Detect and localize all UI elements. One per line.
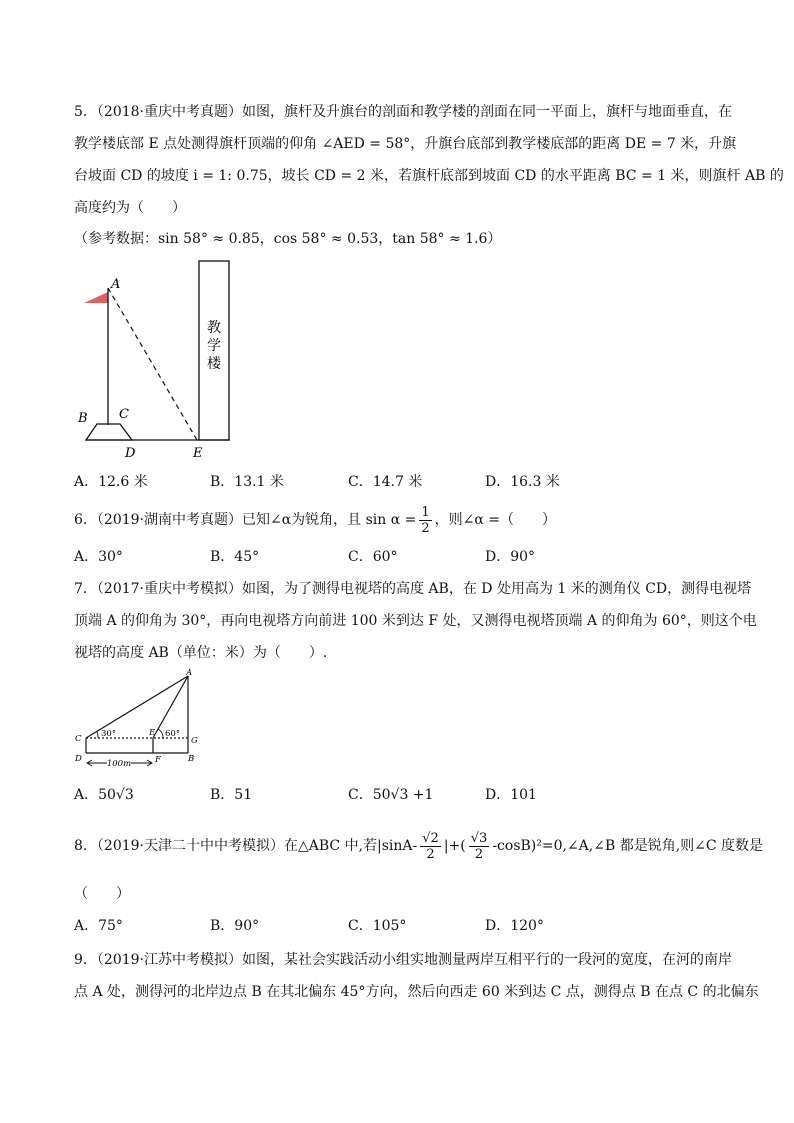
q8-mid: |+( [443, 838, 466, 854]
arc-60 [158, 729, 163, 738]
q6-option-d[interactable]: D．90° [485, 549, 536, 565]
building-char-3: 楼 [207, 356, 221, 372]
q6-option-c[interactable]: C．60° [348, 549, 398, 565]
angle-60: 60° [165, 729, 181, 739]
q5-line1: 5．（2018·重庆中考真题）如图，旗杆及升旗台的剖面和教学楼的剖面在同一平面上，旗杆与地面垂直，在 [74, 104, 732, 120]
q8-option-b[interactable]: B．90° [210, 918, 260, 934]
q8-fraction1 [420, 831, 441, 862]
q8-line1 [74, 828, 763, 864]
label-E: E [193, 446, 203, 461]
building-char-2: 学 [207, 338, 221, 354]
q8-numerator1: √2 [422, 830, 439, 846]
q8-fraction2 [469, 831, 490, 862]
q6-denominator: 2 [421, 520, 430, 536]
label-D: D [75, 754, 82, 764]
q8-denominator1: 2 [426, 846, 435, 862]
q7-line3: 视塔的高度 AB（单位：米）为（ ）. [74, 645, 328, 661]
q9-line1: 9．（2019·江苏中考模拟）如图，某社会实践活动小组实地测量两岸互相平行的一段河的宽度，在河的南岸 [74, 952, 732, 968]
q6-option-b[interactable]: B．45° [210, 549, 260, 565]
flag [84, 292, 108, 303]
q8-option-d[interactable]: D．120° [485, 918, 544, 934]
q5-option-c[interactable]: C．14.7 米 [348, 474, 423, 490]
q5-option-d[interactable]: D．16.3 米 [485, 474, 560, 490]
q5-figure [70, 255, 240, 465]
label-B: B [78, 411, 88, 426]
q5-line4: 高度约为（ ） [74, 200, 186, 216]
q5-line2: 教学楼底部 E 点处测得旗杆顶端的仰角 ∠AED = 58°，升旗台底部到教学楼底部的距离 DE = 7 米，升旗 [74, 136, 737, 152]
q7-figure [70, 666, 210, 772]
label-A: A [186, 668, 193, 678]
q7-option-b[interactable]: B．51 [210, 787, 253, 803]
platform [86, 424, 132, 440]
label-A: A [111, 277, 121, 292]
q6-option-a[interactable]: A．30° [74, 549, 123, 565]
label-E: E [149, 728, 156, 738]
label-C: C [119, 407, 129, 422]
q7-option-c[interactable]: C．50√3 +1 [348, 787, 434, 803]
angle-30: 30° [101, 729, 117, 739]
q9-line2: 点 A 处，测得河的北岸边点 B 在其北偏东 45°方向，然后向西走 60 米到达 C 点，测得点 B 在点 C 的北偏东 [74, 984, 759, 1000]
q7-option-a[interactable]: A．50√3 [74, 787, 134, 803]
q7-option-d[interactable]: D．101 [485, 787, 537, 803]
label-B: B [188, 754, 195, 764]
q6-fraction [419, 505, 431, 536]
label-D: D [125, 446, 136, 461]
q5-line5: （参考数据：sin 58° ≈ 0.85，cos 58° ≈ 0.53，tan 58° ≈ 1.6） [74, 231, 502, 247]
q7-line1: 7．（2017·重庆中考模拟）如图，为了测得电视塔的高度 AB，在 D 处用高为 1 米的测角仪 CD，测得电视塔 [74, 581, 752, 597]
label-C: C [75, 734, 82, 744]
q5-option-b[interactable]: B．13.1 米 [210, 474, 284, 490]
q8-denominator2: 2 [474, 846, 484, 862]
q6-numerator: 1 [421, 504, 430, 520]
q6-suffix: ，则∠α =（ ） [434, 512, 557, 528]
q7-line2: 顶端 A 的仰角为 30°，再向电视塔方向前进 100 米到达 F 处，又测得电视塔顶端 A 的仰角为 60°，则这个电 [74, 613, 757, 629]
q8-prefix: 8．（2019·天津二十中中考模拟）在△ABC 中,若|sinA- [74, 838, 418, 854]
q8-suffix: -cosB)²=0,∠A,∠B 都是锐角,则∠C 度数是 [492, 838, 764, 854]
arc-30 [97, 732, 98, 738]
q8-option-a[interactable]: A．75° [74, 918, 123, 934]
q6-line [74, 502, 556, 538]
label-G: G [191, 736, 198, 746]
q8-numerator2: √3 [470, 830, 488, 846]
q6-prefix: 6．（2019·湖南中考真题）已知∠α为锐角，且 sin α = [74, 512, 417, 528]
label-F: F [155, 755, 161, 765]
q5-option-a[interactable]: A．12.6 米 [74, 474, 148, 490]
distance-label: 100m [106, 759, 132, 769]
q8-line2: （ ） [74, 886, 130, 902]
q5-line3: 台坡面 CD 的坡度 i = 1: 0.75，坡长 CD = 2 米，若旗杆底部到坡面 CD 的水平距离 BC = 1 米，则旗杆 AB 的 [74, 168, 784, 184]
building-char-1: 教 [207, 320, 221, 336]
q8-option-c[interactable]: C．105° [348, 918, 407, 934]
